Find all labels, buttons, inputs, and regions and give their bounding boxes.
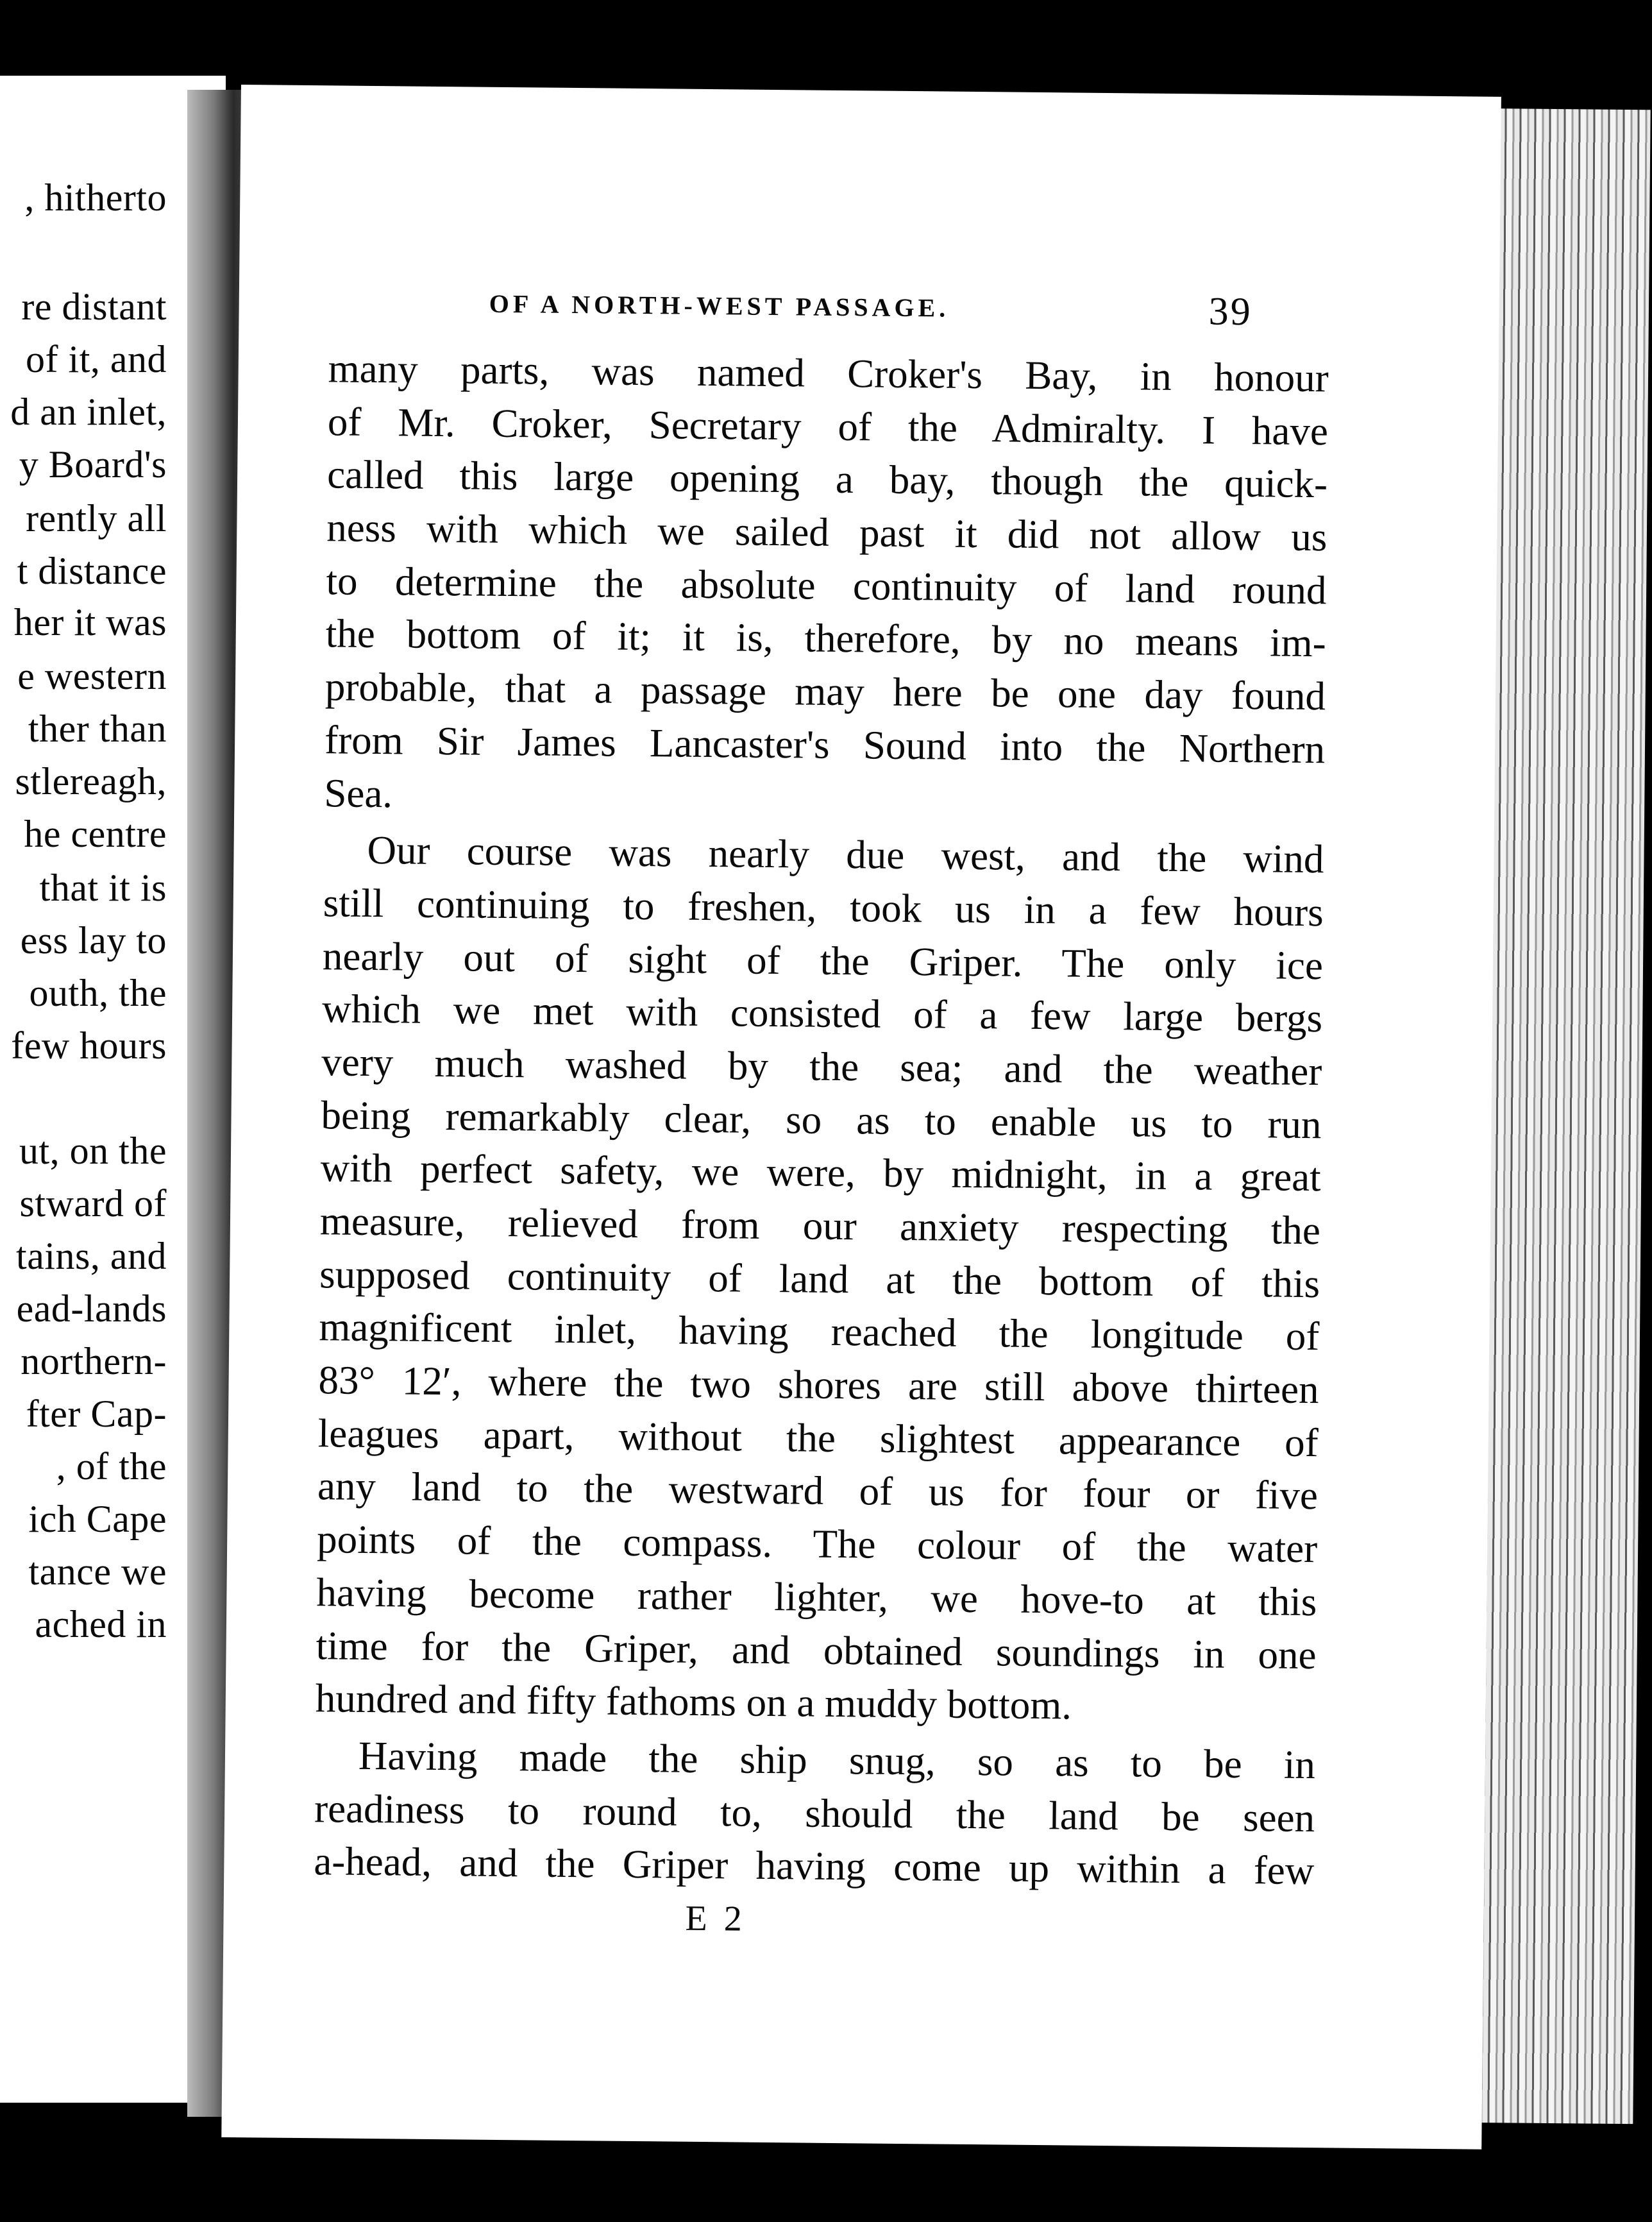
text-line: Having made the ship snug, so as to be in — [358, 1733, 1316, 1788]
text-line: still continuing to freshen, took us in a few hours — [323, 880, 1324, 935]
text-line: from Sir James Lancaster's Sound into the Northern — [324, 717, 1326, 772]
previous-page-line: ead-lands — [16, 1287, 167, 1330]
text-line: with perfect safety, we were, by midnight, in a great — [320, 1145, 1322, 1200]
previous-page-line: ess lay to — [20, 919, 167, 962]
previous-page-line: that it is — [39, 867, 167, 909]
text-line: time for the Griper, and obtained soundings in one — [316, 1622, 1317, 1677]
page-number: 39 — [1208, 289, 1252, 334]
text-line: measure, relieved from our anxiety respecting the — [319, 1198, 1321, 1253]
previous-page-line: northern- — [21, 1340, 167, 1382]
previous-page-line: he centre — [24, 813, 167, 855]
text-line: many parts, was named Croker's Bay, in honour — [328, 346, 1329, 401]
text-line: Sea. — [324, 770, 393, 816]
previous-page-line: ached in — [35, 1603, 167, 1645]
previous-page-line: t distance — [17, 550, 167, 592]
text-line: points of the compass. The colour of the water — [316, 1516, 1318, 1572]
text-line: which we met with consisted of a few large bergs — [321, 986, 1323, 1041]
previous-page-line: her it was — [13, 601, 167, 643]
text-line: any land to the westward of us for four or five — [317, 1463, 1319, 1518]
previous-page-line: ther than — [28, 708, 167, 750]
text-line: of Mr. Croker, Secretary of the Admiralty. I have — [327, 399, 1329, 454]
previous-page-line: of it, and — [26, 338, 167, 380]
paragraph — [324, 342, 1329, 829]
page-header — [239, 277, 1252, 338]
paragraph — [314, 1729, 1315, 1897]
previous-page-line: d an inlet, — [10, 391, 167, 433]
page-body — [314, 342, 1329, 1897]
previous-page-line: , hitherto — [24, 176, 167, 219]
previous-page-line: stlereagh, — [15, 760, 167, 802]
text-line: supposed continuity of land at the bottom of this — [319, 1251, 1320, 1306]
previous-page-line: few hours — [11, 1024, 167, 1067]
text-line: called this large opening a bay, though the quick- — [326, 452, 1328, 507]
text-line: 83° 12′, where the two shores are still above thirteen — [318, 1357, 1319, 1412]
previous-page-line: ut, on the — [19, 1130, 167, 1172]
previous-page-line: re distant — [21, 285, 167, 328]
text-line: hundred and fifty fathoms on a muddy bottom. — [315, 1675, 1072, 1728]
previous-page-line: ich Cape — [28, 1498, 167, 1540]
book-page — [221, 85, 1501, 2150]
text-line: the bottom of it; it is, therefore, by no means im- — [325, 611, 1327, 666]
running-title: OF A NORTH-WEST PASSAGE. — [489, 289, 950, 323]
previous-page-line: y Board's — [19, 443, 167, 486]
previous-page-line: tains, and — [16, 1235, 167, 1277]
previous-page-line: fter Cap- — [26, 1393, 167, 1435]
text-line: leagues apart, without the slightest appearance of — [317, 1410, 1319, 1465]
text-line: a-head, and the Griper having come up within a few — [314, 1838, 1315, 1894]
text-line: to determine the absolute continuity of land round — [326, 558, 1327, 613]
previous-page-line: , of the — [56, 1445, 167, 1488]
text-line: probable, that a passage may here be one day found — [324, 664, 1326, 719]
text-line: having become rather lighter, we hove-to at this — [316, 1570, 1317, 1625]
signature-mark: E 2 — [685, 1898, 746, 1939]
previous-page-line: tance we — [28, 1550, 167, 1593]
previous-page-line: outh, the — [29, 972, 167, 1014]
text-line: being remarkably clear, so as to enable us to run — [321, 1092, 1322, 1147]
text-line: very much washed by the sea; and the weather — [321, 1039, 1322, 1094]
text-line: ness with which we sailed past it did not allow us — [326, 505, 1328, 560]
text-line: nearly out of sight of the Griper. The only ice — [322, 933, 1324, 988]
text-line: Our course was nearly due west, and the wind — [367, 827, 1324, 882]
previous-page-line: e western — [17, 655, 167, 697]
paragraph — [315, 823, 1324, 1734]
text-line: readiness to round to, should the land be seen — [314, 1785, 1315, 1840]
text-line: magnificent inlet, having reached the longitude of — [319, 1304, 1320, 1359]
previous-page-line: stward of — [19, 1182, 167, 1225]
previous-page-line: rently all — [26, 497, 167, 539]
